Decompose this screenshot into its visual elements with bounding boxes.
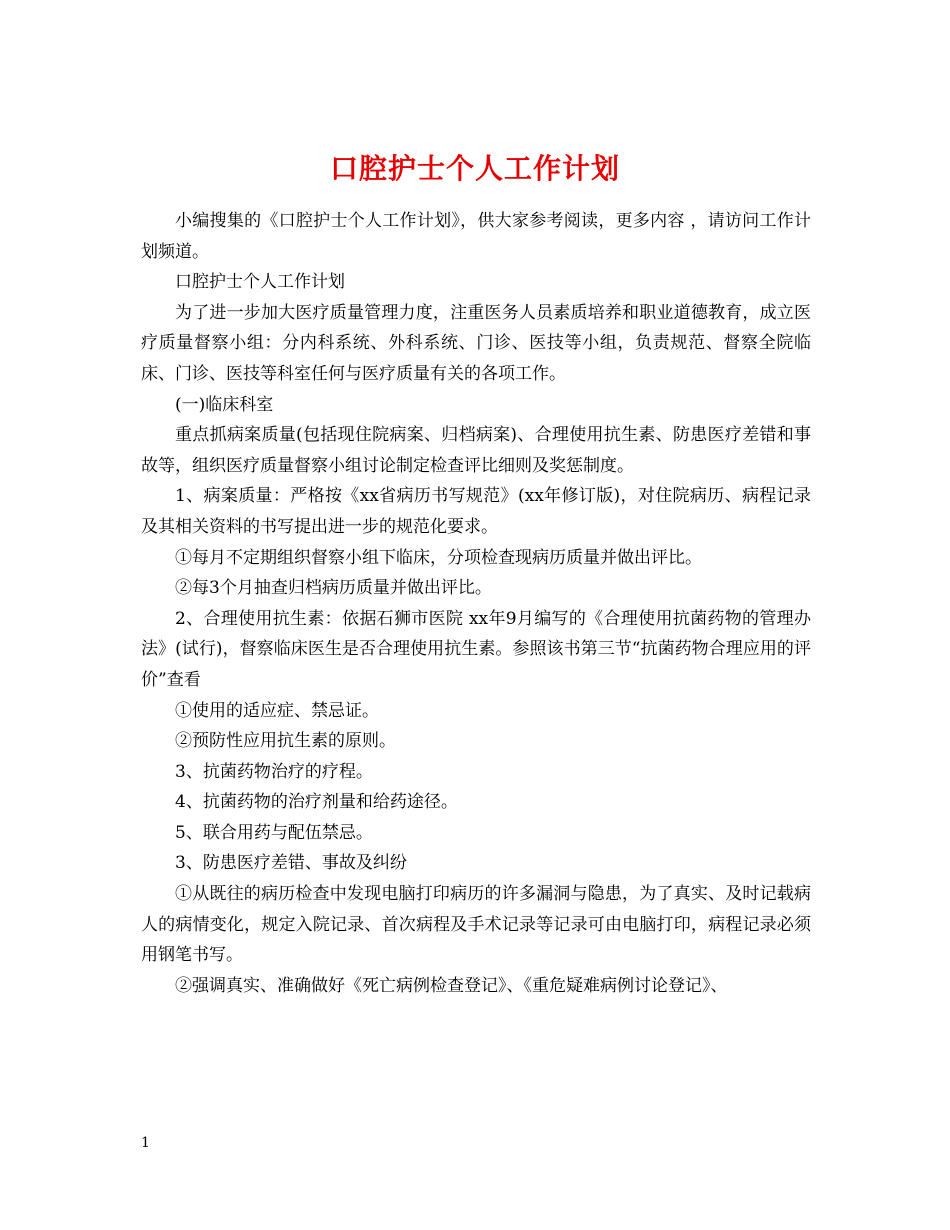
paragraph: 为了进一步加大医疗质量管理力度，注重医务人员素质培养和职业道德教育，成立医疗质量督察小组：分内科系统、外科系统、门诊、医技等小组，负责规范、督察全院临床、门诊、医技等科室任何与医疗质量有关的各项工作。 [141,302,811,384]
paragraph: 4、抗菌药物的治疗剂量和给药途径。 [175,792,458,813]
page-number: 1 [141,1135,150,1151]
paragraph: ①从既往的病历检查中发现电脑打印病历的许多漏洞与隐患，为了真实、及时记载病人的病情变化，规定入院记录、首次病程及手术记录等记录可由电脑打印，病程记录必须用钢笔书写。 [141,884,811,966]
paragraph: 重点抓病案质量(包括现住院病案、归档病案)、合理使用抗生素、防患医疗差错和事故等，组织医疗质量督察小组讨论制定检查评比细则及奖惩制度。 [141,425,811,476]
paragraph: 3、抗菌药物治疗的疗程。 [175,761,373,782]
paragraph: ②预防性应用抗生素的原则。 [175,731,396,752]
paragraph: ①每月不定期组织督察小组下临床，分项检查现病历质量并做出评比。 [175,547,702,568]
paragraph: 小编搜集的《口腔护士个人工作计划》，供大家参考阅读，更多内容 ，请访问工作计划频道。 [141,211,811,262]
paragraph: (一)临床科室 [175,394,274,415]
paragraph: 5、联合用药与配伍禁忌。 [175,822,373,843]
paragraph: ②每3个月抽查归档病历质量并做出评比。 [175,578,492,599]
paragraph: ②强调真实、准确做好《死亡病例检查登记》、《重危疑难病例讨论登记》、 [175,975,728,996]
paragraph: 1、病案质量：严格按《xx省病历书写规范》(xx年修订版)，对住院病历、病程记录及其相关资料的书写提出进一步的规范化要求。 [141,486,811,537]
document-body [141,206,811,1001]
paragraph: 2、合理使用抗生素：依据石狮市医院 xx年9月编写的《合理使用抗菌药物的管理办法》(试行)，督察临床医生是否合理使用抗生素。参照该书第三节“抗菌药物合理应用的评价”查看 [141,608,811,690]
document-title: 口腔护士个人工作计划 [329,151,620,185]
paragraph: ①使用的适应症、禁忌证。 [175,700,379,721]
paragraph: 3、防患医疗差错、事故及纠纷 [175,853,407,874]
paragraph: 口腔护士个人工作计划 [175,272,345,293]
